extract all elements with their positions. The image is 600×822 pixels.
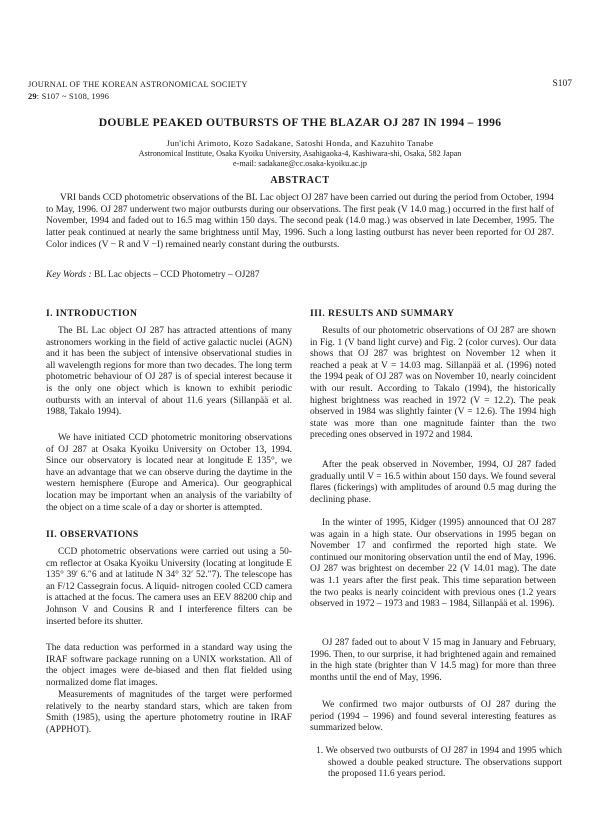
paper-title: DOUBLE PEAKED OUTBURSTS OF THE BLAZAR OJ 287 IN 1994 – 1996	[98, 116, 502, 129]
author-list: Jun'ichi Arimoto, Kozo Sadakane, Satoshi Honda, and Kazuhito Tanabe	[166, 138, 434, 148]
intro-paragraph-1: The BL Lac object OJ 287 has attracted attentions of many astronomers working in the field of active galactic nuclei (AGN) and it has been the subject of intensive observational studies in all wavelength regions for more than two decades. The long term photometric behaviour of OJ 287 is of special interest because it is the only one object which is known to exhibit periodic outbursts with an interval of about 11.6 years (Sillanpää et al. 1988, Takalo 1994).	[46, 326, 292, 418]
results-paragraph-1: Results of our photometric observations of OJ 287 are shown in Fig. 1 (V band light curve) and Fig. 2 (color curves). Our data shows that OJ 287 was brightest on November 12 when it reached a peak at V = 14.03 mag. Sillanpää et al. (1996) noted the 1994 peak of OJ 287 was on November 10, nearly coincident with our result. According to Takalo (1994), the historically highest brightness was reached in 1972 (V = 12.2). The peak observed in 1984 was slightly fainter (V = 12.6). The 1994 high state was more than one magnitude fainter than the two preceding ones observed in 1972 and 1984.	[310, 326, 556, 441]
results-paragraph-5: We confirmed two major outbursts of OJ 287 during the period (1994 – 1996) and found several interesting features as summarized below.	[310, 700, 556, 734]
summary-list-item: 1. We observed two outbursts of OJ 287 in 1994 and 1995 which showed a double peaked structure. The observations support the proposed 11.6 years period.	[316, 746, 562, 780]
abstract-heading: ABSTRACT	[270, 175, 330, 186]
section-heading-observations: II. OBSERVATIONS	[46, 529, 139, 540]
left-column	[46, 0, 292, 822]
journal-pages: : S107 ~ S108, 1996	[36, 92, 110, 101]
obs-paragraph-3: Measurements of magnitudes of the target were performed relatively to the nearby standard stars, which are taken from Smith (1985), using the aperture photometry routine in IRAF (APPHOT).	[46, 690, 292, 735]
abstract-text: VRI bands CCD photometric observations of the BL Lac object OJ 287 have been carried out during the period from October, 1994 to May, 1996. OJ 287 underwent two major outbursts during our observations. The first peak (V 14.0 mag.) occurred in the first half of November, 1994 and faded out to 16.5 mag within 150 days. The second peak (14.0 mag.) was observed in late December, 1995. The latter peak continued at nearly the same brightness until May, 1996. Such a long lasting outburst has never been reported for OJ 287. Color indices (V − R and V −I) remained nearly constant during the outbursts.	[46, 193, 554, 250]
email-address: e-mail: sadakane@cc.osaka-kyoiku.ac.jp	[233, 159, 367, 168]
obs-paragraph-2: The data reduction was performed in a standard way using the IRAF software package running on a UNIX workstation. All of the object images were de-biased and then flat fielded using normalized dome flat images.	[46, 643, 292, 688]
results-paragraph-2: After the peak observed in November, 1994, OJ 287 faded gradually until V = 16.5 within about 150 days. We found several flares (fickerings) with amplitudes of around 0.5 mag during the declining phase.	[310, 460, 556, 505]
journal-volume: 29	[28, 92, 37, 101]
results-paragraph-4: OJ 287 faded out to about V 15 mag in January and February, 1996. Then, to our surprise, it had brightened again and remained in the high state (brighter than V 14.5 mag) for more than three months until the end of May, 1996.	[310, 638, 556, 683]
page-number: S107	[552, 79, 572, 89]
journal-name: JOURNAL OF THE KOREAN ASTRONOMICAL SOCIETY	[28, 80, 248, 89]
section-heading-introduction: I. INTRODUCTION	[46, 308, 138, 319]
obs-paragraph-1: CCD photometric observations were carried out using a 50-cm reflector at Osaka Kyoiku University (locating at longitude E 135° 39′ 6.″6 and at latitude N 34° 32′ 52.″7). The telescope has an F/12 Cassegrain focus. A liquid- nitrogen cooled CCD camera is attached at the focus. The camera uses an EEV 88200 chip and Johnson V and Cousins R and I interference filters can be inserted before its shutter.	[46, 547, 292, 627]
section-heading-results: III. RESULTS AND SUMMARY	[310, 308, 455, 319]
keywords-text: BL Lac objects – CCD Photometry – OJ287	[94, 270, 260, 280]
results-paragraph-3: In the winter of 1995, Kidger (1995) announced that OJ 287 was again in a high state. Our observations in 1995 began on November 17 and confirmed the reported high state. We continued our monitoring observation until the end of May, 1996. OJ 287 was brightest on december 22 (V 14.01 mag). The date was 1.1 years after the first peak. This time separation between the two peaks is nearly coincident with previous ones (1.2 years observed in 1972 – 1973 and 1983 – 1984, Sillanpää et al. 1996).	[310, 518, 556, 610]
intro-paragraph-2: We have initiated CCD photometric monitoring observations of OJ 287 at Osaka Kyoiku University on October 13, 1994. Since our observatory is located near at longitude E 135°, we have an advantage that we can observe during the daytime in the western hemisphere (Europe and America). Our geographical location may be important when an analysis of the variabilty of the object on a time scale of a day or shorter is attempted.	[46, 433, 292, 513]
affiliation: Astronomical Institute, Osaka Kyoiku University, Asahigaoka-4, Kashiwara-shi, Osaka, 582 Japan	[138, 149, 462, 158]
keywords-label: Key Words :	[46, 270, 92, 280]
